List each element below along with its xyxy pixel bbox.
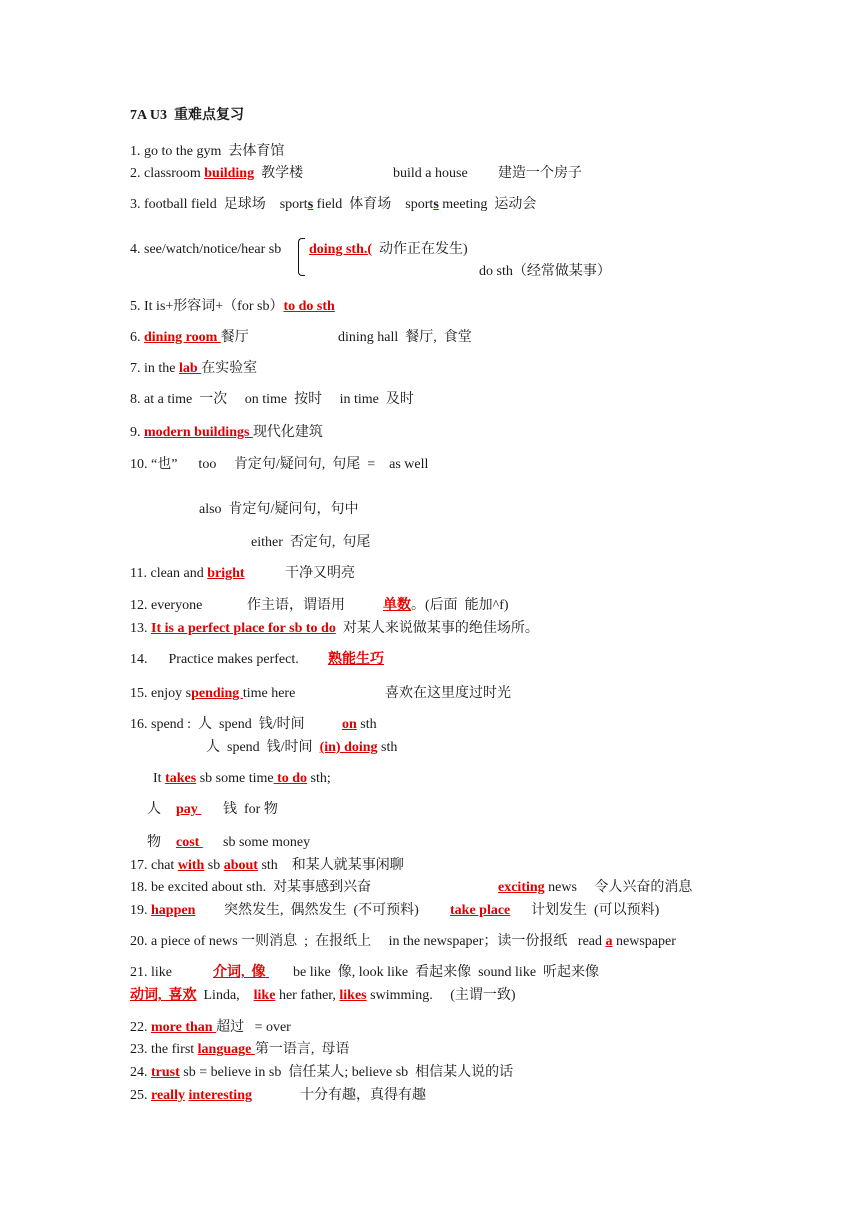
item-13 bbox=[130, 620, 539, 638]
item-25-key2: interesting bbox=[188, 1088, 252, 1103]
item-20-tail: newspaper bbox=[612, 934, 676, 949]
item-16-on bbox=[342, 716, 377, 734]
item-5-key: to do sth bbox=[283, 299, 335, 314]
item-18: 18. be excited about sth. 对某事感到兴奋 bbox=[130, 880, 372, 895]
item-19 bbox=[130, 902, 195, 920]
item-20 bbox=[130, 933, 676, 951]
item-8: 8. at a time 一次 on time 按时 in time 及时 bbox=[130, 392, 414, 407]
item-19-key2: take place bbox=[450, 903, 511, 918]
takes-text: It bbox=[153, 771, 166, 786]
item-9 bbox=[130, 424, 323, 442]
item-4-opt1 bbox=[309, 241, 468, 259]
item-2-extra: build a house bbox=[393, 166, 468, 181]
item-12-tail: 。(后面 能加^f) bbox=[411, 598, 509, 613]
item-21-verb bbox=[130, 987, 516, 1005]
item-21-text: Linda, bbox=[196, 988, 254, 1003]
item-21: 21. like bbox=[130, 965, 172, 980]
doc-title: 7A U3 重难点复习 bbox=[130, 108, 244, 123]
item-6-key: dining room bbox=[144, 330, 221, 345]
item-3-text3: meeting 运动会 bbox=[438, 197, 537, 212]
item-15-text2: time here bbox=[242, 686, 296, 701]
cost-key: cost bbox=[176, 835, 203, 850]
item-3-s1: s bbox=[307, 197, 314, 212]
item-7 bbox=[130, 360, 257, 378]
item-21-text3: swimming. (主谓一致) bbox=[366, 988, 516, 1003]
item-21-key1: 介词, 像 bbox=[213, 965, 269, 980]
item-14-key bbox=[328, 651, 384, 669]
item-17-key2: about bbox=[223, 858, 258, 873]
item-10-also: also 肯定句/疑问句，句中 bbox=[199, 502, 359, 517]
item-13-key: It is a perfect place for sb to do bbox=[151, 621, 336, 636]
item-6 bbox=[130, 329, 249, 347]
item-17-text2: sb bbox=[204, 858, 224, 873]
item-9-num: 9. bbox=[130, 425, 144, 440]
item-17 bbox=[130, 857, 404, 875]
takes-text3: sth; bbox=[307, 771, 331, 786]
item-24-num: 24. bbox=[130, 1065, 151, 1080]
item-16: 16. spend : 人 spend 钱/时间 bbox=[130, 717, 305, 732]
item-23-key: language bbox=[197, 1042, 255, 1057]
item-3-s2: s bbox=[433, 197, 439, 212]
item-16-sth2: sth bbox=[377, 740, 398, 755]
item-20-text: 20. a piece of news 一则消息 ; 在报纸上 in the newspaper；读一份报纸 read bbox=[130, 934, 606, 949]
item-4-key: doing sth.( bbox=[309, 242, 373, 257]
item-25-num: 25. bbox=[130, 1088, 151, 1103]
item-23-text: 23. the first bbox=[130, 1042, 198, 1057]
item-2 bbox=[130, 165, 303, 183]
item-17-text3: sth 和某人就某事闲聊 bbox=[257, 858, 404, 873]
item-21-text2: her father, bbox=[275, 988, 340, 1003]
item-7-cn: 在实验室 bbox=[201, 361, 258, 376]
item-2-extra-cn: 建造一个房子 bbox=[498, 166, 582, 181]
item-12-note: 作主语，谓语用 bbox=[247, 598, 345, 613]
takes-key2: to do bbox=[273, 771, 308, 786]
item-16-sth: sth bbox=[356, 717, 377, 732]
item-6-cn: 餐厅 bbox=[220, 330, 249, 345]
item-13-num: 13. bbox=[130, 621, 151, 636]
item-25-key1: really bbox=[151, 1088, 185, 1103]
item-5-text: 5. It is+形容词+（for sb） bbox=[130, 299, 284, 314]
takes-text2: sb some time bbox=[196, 771, 274, 786]
item-16-cost-thing: 物 bbox=[147, 835, 161, 850]
item-22-num: 22. bbox=[130, 1020, 151, 1035]
item-21-likes: likes bbox=[339, 988, 367, 1003]
item-20-key: a bbox=[605, 934, 613, 949]
item-21-like: like bbox=[253, 988, 276, 1003]
item-23 bbox=[130, 1041, 349, 1059]
item-9-key: modern buildings bbox=[144, 425, 253, 440]
item-15-key: pending bbox=[191, 686, 243, 701]
item-16-key2: (in) doing bbox=[319, 740, 378, 755]
item-16-line2 bbox=[206, 739, 397, 757]
item-22 bbox=[130, 1019, 291, 1037]
item-11-text: 11. clean and bbox=[130, 566, 208, 581]
item-19-key1: happen bbox=[151, 903, 196, 918]
item-6-extra: dining hall 餐厅, 食堂 bbox=[338, 330, 472, 345]
item-7-key: lab bbox=[179, 361, 202, 376]
item-19-num: 19. bbox=[130, 903, 151, 918]
item-4: 4. see/watch/notice/hear sb bbox=[130, 242, 282, 257]
item-3-text2: field 体育场 sport bbox=[313, 197, 434, 212]
item-16-pay-tail: 钱 for 物 bbox=[223, 802, 278, 817]
item-17-text: 17. chat bbox=[130, 858, 178, 873]
item-19-note1: 突然发生, 偶然发生 (不可预料) bbox=[224, 903, 419, 918]
item-4-opt2: do sth（经常做某事） bbox=[479, 264, 611, 279]
item-10-either: either 否定句, 句尾 bbox=[251, 535, 371, 550]
item-18-exciting bbox=[498, 879, 692, 897]
item-18-tail: news 令人兴奋的消息 bbox=[544, 880, 693, 895]
item-16-key1: on bbox=[342, 717, 357, 732]
item-18-key: exciting bbox=[498, 880, 545, 895]
item-10: 10. “也” too 肯定句/疑问句, 句尾 = as well bbox=[130, 457, 429, 472]
item-15-cn: 喜欢在这里度过时光 bbox=[385, 686, 511, 701]
item-16-pay-person: 人 bbox=[147, 802, 161, 817]
item-4-note: 动作正在发生) bbox=[372, 242, 468, 257]
pay-key: pay bbox=[176, 802, 202, 817]
item-21-key2: 动词, 喜欢 bbox=[130, 988, 197, 1003]
item-3-text: 3. football field 足球场 sport bbox=[130, 197, 308, 212]
item-9-cn: 现代化建筑 bbox=[252, 425, 323, 440]
item-5 bbox=[130, 298, 335, 316]
item-15-text: 15. enjoy s bbox=[130, 686, 192, 701]
item-14: 14. Practice makes perfect. bbox=[130, 652, 299, 667]
item-12-key-wrap bbox=[383, 597, 509, 615]
item-11-cn: 干净又明亮 bbox=[285, 566, 355, 581]
item-12: 12. everyone bbox=[130, 598, 203, 613]
item-24 bbox=[130, 1064, 513, 1082]
item-23-cn: 第一语言, 母语 bbox=[254, 1042, 350, 1057]
brace-icon bbox=[298, 238, 305, 276]
item-1: 1. go to the gym 去体育馆 bbox=[130, 144, 285, 159]
item-19-take-place bbox=[450, 902, 510, 920]
item-6-num: 6. bbox=[130, 330, 144, 345]
item-7-text: 7. in the bbox=[130, 361, 179, 376]
item-2-key: building bbox=[204, 166, 255, 181]
item-16-cost bbox=[176, 834, 203, 852]
item-22-cn: 超过 = over bbox=[216, 1020, 291, 1035]
takes-key: takes bbox=[165, 771, 197, 786]
item-2-text: 2. classroom bbox=[130, 166, 205, 181]
item-14-cn: 熟能生巧 bbox=[328, 652, 384, 667]
item-21-prep bbox=[213, 964, 269, 982]
item-25 bbox=[130, 1087, 252, 1105]
item-11 bbox=[130, 565, 245, 583]
item-16-pay bbox=[176, 801, 201, 819]
item-15 bbox=[130, 685, 295, 703]
item-3 bbox=[130, 196, 536, 214]
item-19-note2: 计划发生 (可以预料) bbox=[531, 903, 660, 918]
item-17-key1: with bbox=[177, 858, 205, 873]
item-2-text2: 教学楼 bbox=[254, 166, 304, 181]
item-24-key: trust bbox=[151, 1065, 180, 1080]
item-13-cn: 对某人来说做某事的绝佳场所。 bbox=[335, 621, 539, 636]
item-16-text2: 人 spend 钱/时间 bbox=[206, 740, 320, 755]
item-16-takes bbox=[153, 770, 331, 788]
item-16-cost-tail: sb some money bbox=[223, 835, 311, 850]
item-12-key: 单数 bbox=[383, 598, 411, 613]
item-22-key: more than bbox=[151, 1020, 217, 1035]
item-24-text: sb = believe in sb 信任某人; believe sb 相信某人说的话 bbox=[179, 1065, 514, 1080]
item-25-cn: 十分有趣，真得有趣 bbox=[300, 1088, 426, 1103]
item-21-examples: be like 像, look like 看起来像 sound like 听起来像 bbox=[293, 965, 600, 980]
item-11-key: bright bbox=[207, 566, 245, 581]
